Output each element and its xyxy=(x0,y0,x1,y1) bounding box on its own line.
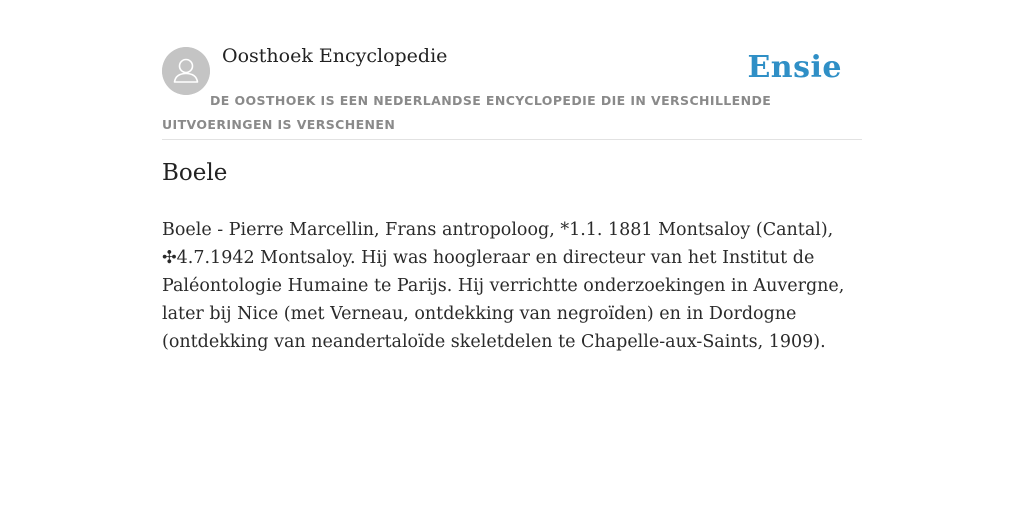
author-name-link[interactable]: Oosthoek Encyclopedie xyxy=(222,45,448,67)
author-tagline: DE OOSTHOEK IS EEN NEDERLANDSE ENCYCLOPEDIE DIE IN VERSCHILLENDE UITVOERINGEN IS VERSCHENEN xyxy=(162,93,772,132)
header xyxy=(162,0,862,140)
content-container xyxy=(162,0,862,352)
article-title: Boele xyxy=(162,160,228,186)
user-avatar-icon[interactable] xyxy=(162,47,210,95)
article-body: Boele - Pierre Marcellin, Frans antropoloog, *1.1. 1881 Montsaloy (Cantal), ✣4.7.1942 Montsaloy. Hij was hoogleraar en directeur van het Institut de Paléontologie Humaine te Parijs. Hij verrichtte onderzoekingen in Auvergne, later bij Nice (met Verneau, ontdekking van negroïden) en in Dordogne (ontdekking van neandertaloïde skeletdelen te Chapelle-aux-Saints, 1909). xyxy=(162,220,845,352)
brand-logo[interactable]: Ensie xyxy=(747,50,842,85)
